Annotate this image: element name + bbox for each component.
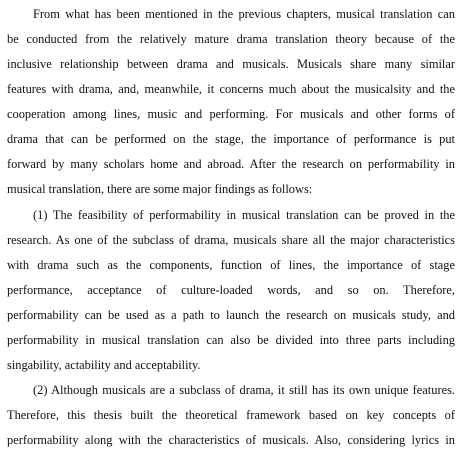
paragraph-2-line-1: (1) The feasibility of performability in musical translation can be proved in the (33, 208, 455, 222)
paragraph-3-line-3: performability along with the characteristics of musicals. Also, considering lyrics in (7, 433, 455, 447)
paragraph-1-line-6: drama that can be performed on the stage, the importance of performance is put (7, 132, 455, 146)
paragraph-2-line-4: performance, acceptance of culture-loaded words, and so on. Therefore, (7, 283, 455, 297)
paragraph-1-line-1: From what has been mentioned in the previous chapters, musical translation can (33, 7, 455, 21)
paragraph-3-line-2: Therefore, this thesis built the theoretical framework based on key concepts of (7, 408, 455, 422)
paragraph-2-line-3: with drama such as the components, function of lines, the importance of stage (7, 258, 455, 272)
paragraph-2-line-2: research. As one of the subclass of drama, musicals share all the major characteristics (7, 233, 455, 247)
paragraph-1-line-3: inclusive relationship between drama and musicals. Musicals share many similar (7, 57, 455, 71)
paragraph-3-line-1: (2) Although musicals are a subclass of drama, it still has its own unique features. (33, 383, 455, 397)
paragraph-1-line-5: cooperation among lines, music and performing. For musicals and other forms of (7, 107, 455, 121)
paragraph-2-line-6: performability in musical translation can also be divided into three parts including (7, 333, 455, 347)
paragraph-1-line-7: forward by many scholars home and abroad. After the research on performability in (7, 157, 455, 171)
paragraph-1-line-4: features with drama, and, meanwhile, it concerns much about the musicalsity and the (7, 82, 455, 96)
paragraph-1-line-8: musical translation, there are some major findings as follows: (7, 182, 313, 196)
paragraph-2-line-5: performability can be used as a path to launch the research on musicals study, and (7, 308, 455, 322)
paragraph-2-line-7: singability, actability and acceptability. (7, 358, 201, 372)
paragraph-1-line-2: be conducted from the relatively mature drama translation theory because of the (7, 32, 455, 46)
